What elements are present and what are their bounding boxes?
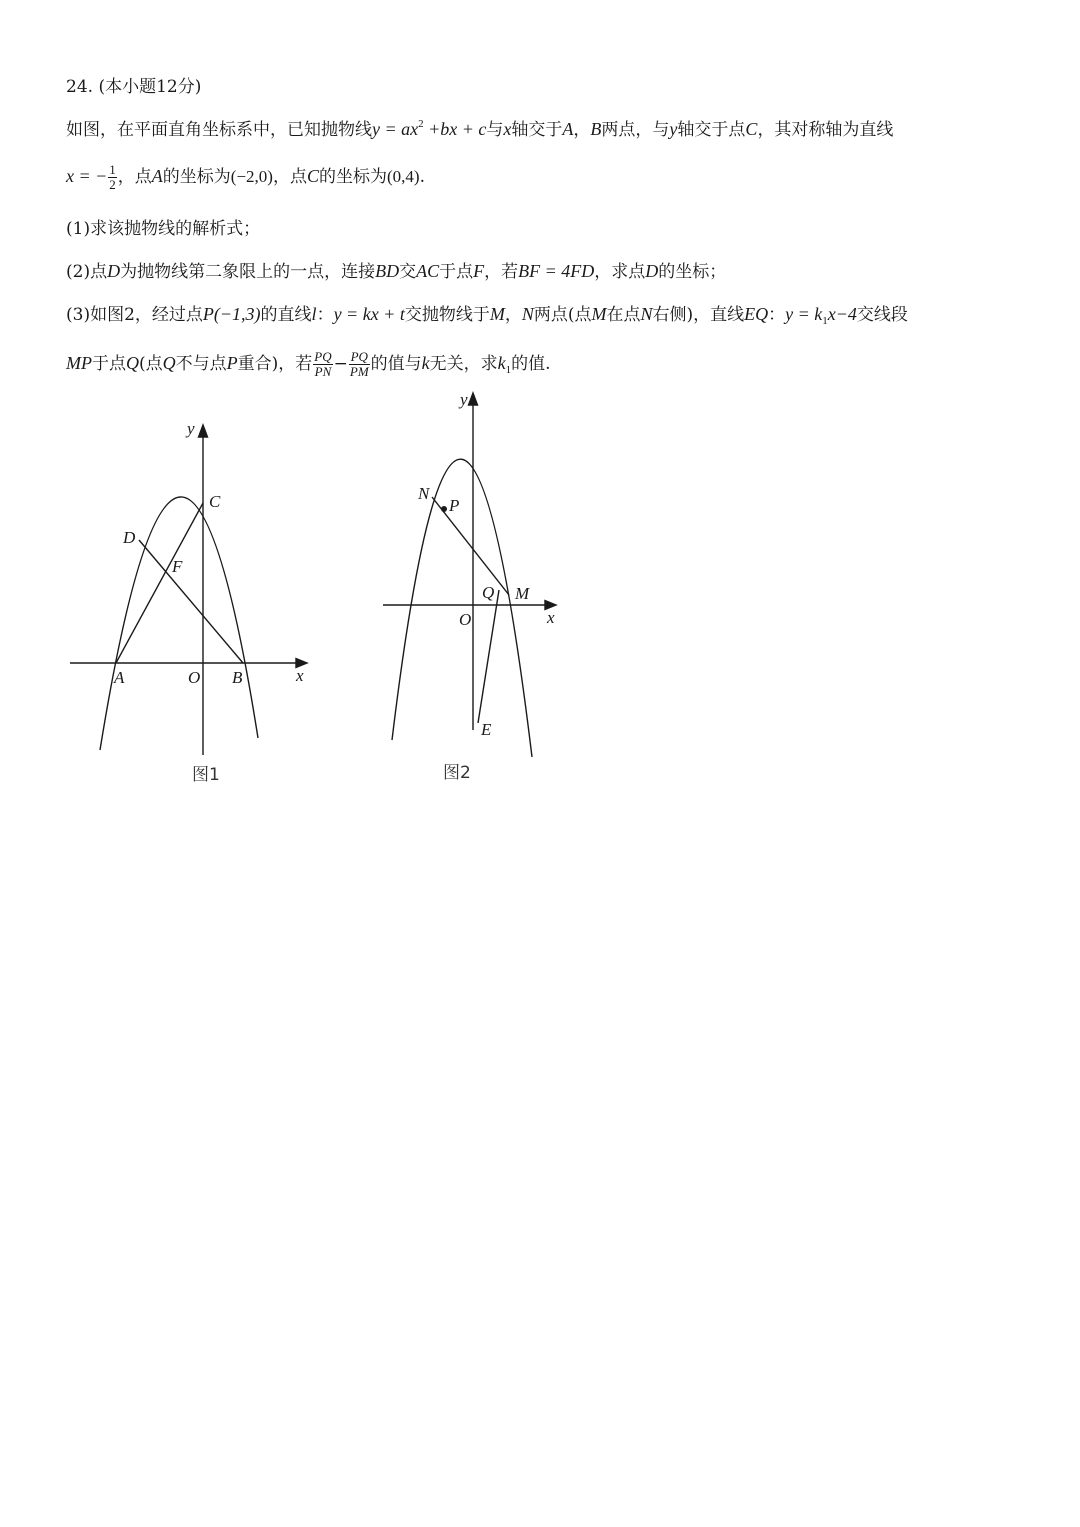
y-axis-arrow <box>199 425 208 437</box>
problem-header: 24. (本小题12分) <box>66 77 202 97</box>
figure-2 <box>375 385 575 795</box>
label-d: D <box>123 528 136 547</box>
label-m: M <box>515 584 530 603</box>
fraction-pq-pm: $\frac{PQ}{PM}$ <box>349 349 369 379</box>
label-q: Q <box>482 583 495 602</box>
line-l-equation: y = kx + t <box>333 304 405 324</box>
fraction-pq-pn: $\frac{PQ}{PN}$ <box>314 349 332 379</box>
coord-c: (0,4) <box>386 167 420 186</box>
figure-2-caption: 图2 <box>443 763 471 783</box>
label-o: O <box>188 668 201 687</box>
point-p <box>441 506 447 512</box>
fraction-one-half: $\frac{1}{2}$ <box>109 162 116 192</box>
label-o: O <box>459 610 472 629</box>
label-a: A <box>114 668 125 687</box>
coord-a: (−2,0) <box>230 167 273 186</box>
segment-ac <box>116 503 203 663</box>
line-eq-equation: $y = k_1x-4$ <box>785 304 857 327</box>
segment-bd <box>139 540 243 663</box>
figure-1 <box>60 410 330 800</box>
figure-1-caption: 图1 <box>192 765 220 785</box>
label-f: F <box>172 557 183 576</box>
label-p: P <box>449 496 460 515</box>
label-x: x <box>547 608 555 627</box>
label-x: x <box>296 666 304 685</box>
parabola-curve <box>392 459 532 757</box>
label-e: E <box>481 720 492 739</box>
label-y: y <box>460 390 468 409</box>
label-b: B <box>232 668 243 687</box>
question-3: (3)如图2，经过点P(−1,3)的直线l：y = kx + t交抛物线于M，N两点(点M在点N右侧)，直线EQ：$y = k_1x-4$交线段 <box>66 304 908 327</box>
label-n: N <box>418 484 430 503</box>
problem-axis-line: x = − $\frac{1}{2}$ ，点A的坐标为(−2,0)，点C的坐标为(0,4). <box>66 162 425 192</box>
label-y: y <box>187 419 195 438</box>
segment-eq <box>478 590 499 723</box>
y-axis-arrow <box>469 393 478 405</box>
question-3-continued: MP于点Q(点Q不与点P重合)，若 $\frac{PQ}{PN}$ − $\frac{PQ}{PM}$ 的值与k无关，求$k_1$的值. <box>66 349 551 379</box>
question-1: (1)求该抛物线的解析式； <box>66 219 261 239</box>
bf-fd-equation: BF = 4FD <box>518 261 595 281</box>
intro-text: 如图，在平面直角坐标系中，已知抛物线 <box>66 120 372 140</box>
label-c: C <box>209 492 221 511</box>
parabola-equation: $y = ax^2 +bx + c$ <box>372 118 487 139</box>
question-2: (2)点D为抛物线第二象限上的一点，连接BD交AC于点F，若BF = 4FD，求点D的坐标； <box>66 261 727 282</box>
symmetry-axis-equation: x = − <box>66 166 108 186</box>
problem-intro-line: 如图，在平面直角坐标系中，已知抛物线$y = ax^2 +bx + c$与x轴交于A，B两点，与y轴交于点C，其对称轴为直线 <box>66 118 894 140</box>
